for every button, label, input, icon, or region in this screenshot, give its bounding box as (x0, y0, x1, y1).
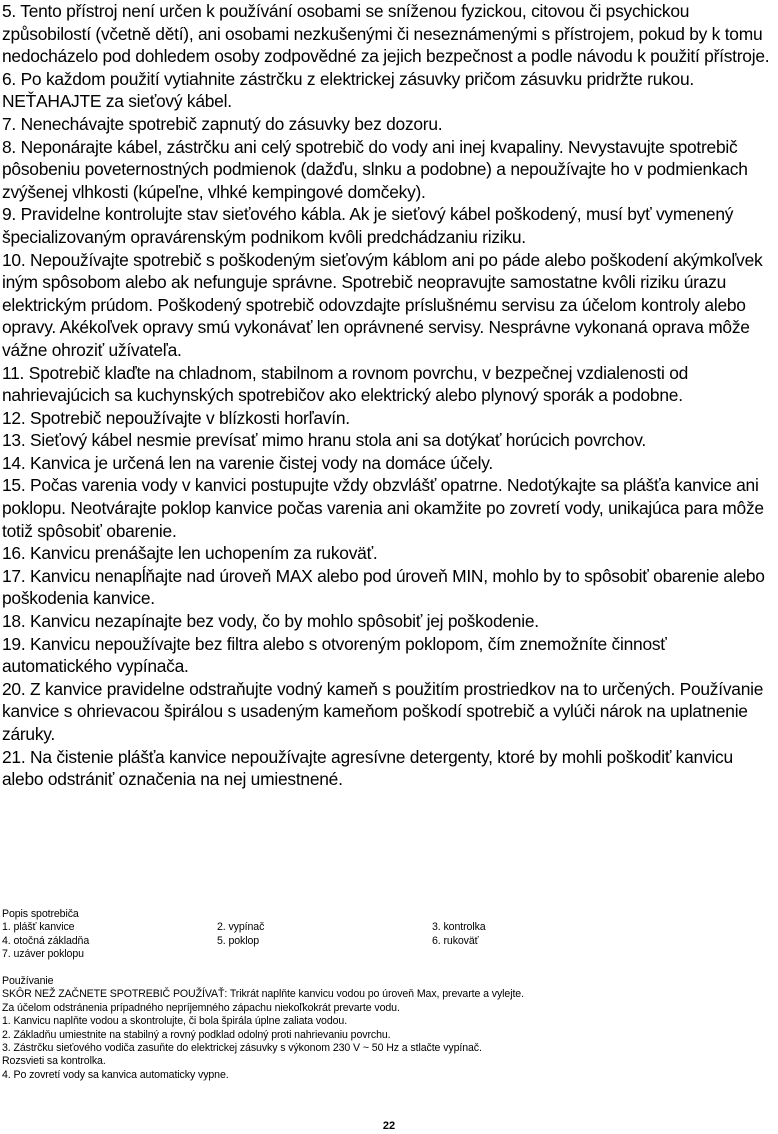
instruction-18: 18. Kanvicu nezapínajte bez vody, čo by mohlo spôsobiť jej poškodenie. (2, 611, 539, 632)
part-item: 2. vypínač (217, 921, 265, 934)
instruction-11: 11. Spotrebič klaďte na chladnom, stabilnom a rovnom povrchu, v bezpečnej vzdialenosti od nahrievajúcich sa kuchynských spotrebičov ako elektrický alebo plynový sporák a podobne. (2, 362, 689, 406)
instruction-17: 17. Kanvicu nenapĺňajte nad úroveň MAX alebo pod úroveň MIN, mohlo by to spôsobiť obarenie alebo poškodenia kanvice. (2, 565, 765, 609)
page-number: 22 (382, 1120, 396, 1132)
lower-section (2, 908, 772, 1082)
part-item: 5. poklop (217, 934, 260, 947)
part-item: 6. rukoväť (432, 934, 479, 947)
usage-heading: Používanie (2, 974, 54, 987)
instruction-20: 20. Z kanvice pravidelne odstraňujte vodný kameň s použitím prostriedkov na to určených. Používanie kanvice s ohrievacou špirálou s usadeným kameňom poškodí spotrebič a vylúči nárok na uplatnenie záruky. (2, 678, 764, 744)
parts-row (2, 935, 772, 948)
usage-line: 1. Kanvicu naplňte vodou a skontrolujte, či bola špirála úplne zaliata vodou. (2, 1015, 348, 1028)
safety-instructions (2, 0, 776, 791)
usage-line: 4. Po zovretí vody sa kanvica automaticky vypne. (2, 1068, 229, 1081)
part-item: 7. uzáver poklopu (2, 948, 84, 961)
instruction-21: 21. Na čistenie plášťa kanvice nepoužívajte agresívne detergenty, ktoré by mohli poškodiť kanvicu alebo odstrániť označenia na nej umiestnené. (2, 746, 733, 790)
instruction-9: 9. Pravidelne kontrolujte stav sieťového kábla. Ak je sieťový kábel poškodený, musí byť vymenený špecializovaným opravárenským podnikom kvôli predchádzaniu riziku. (2, 204, 734, 247)
part-item: 3. kontrolka (432, 921, 486, 934)
instruction-10: 10. Nepoužívajte spotrebič s poškodeným sieťovým káblom ani po páde alebo poškodení akýmkoľvek iným spôsobom alebo ak nefunguje správne. Spotrebič neopravujte samostatne kvôli riziku úrazu elektrickým prúdom. Poškodený spotrebič odovzdajte príslušnému servisu za účelom kontroly alebo opravy. Akékoľvek opravy smú vykonávať len oprávnené servisy. Nesprávne vykonaná oprava môže vážne ohroziť užívateľa. (2, 249, 763, 360)
instruction-8: 8. Neponárajte kábel, zástrčku ani celý spotrebič do vody ani inej kvapaliny. Nevystavujte spotrebič pôsobeniu poveternostných podmienok (dažďu, slnku a podobne) a nepoužívajte ho v podmienkach zvýšenej vlhkosti (kúpeľne, vlhké kempingové domčeky). (2, 136, 748, 202)
instruction-19: 19. Kanvicu nepoužívajte bez filtra alebo s otvoreným poklopom, čím znemožníte činnosť automatického vypínača. (2, 633, 667, 677)
instruction-14: 14. Kanvica je určená len na varenie čistej vody na domáce účely. (2, 452, 493, 473)
usage-line: Rozsvieti sa kontrolka. (2, 1055, 106, 1068)
usage-line: 2. Základňu umiestnite na stabilný a rovný podklad odolný proti nahrievaniu povrchu. (2, 1028, 391, 1041)
parts-row (2, 948, 772, 961)
part-item: 1. plášť kanvice (2, 921, 75, 934)
instruction-5: 5. Tento přístroj není určen k používání osobami se sníženou fyzickou, citovou či psychickou způsobilostí (včetně dětí), ani osobami nezkušenými či neseznámenými s přístrojem, pokud by k tomu nedocházelo pod dohledem osoby zodpovědné za jejich bezpečnost a podle návodu k použití přístroje. (2, 1, 770, 67)
spacer (2, 962, 772, 975)
parts-row (2, 921, 772, 934)
instruction-16: 16. Kanvicu prenášajte len uchopením za rukoväť. (2, 543, 378, 564)
instruction-13: 13. Sieťový kábel nesmie prevísať mimo hranu stola ani sa dotýkať horúcich povrchov. (2, 430, 646, 451)
part-item: 4. otočná základňa (2, 934, 90, 947)
instruction-12: 12. Spotrebič nepoužívajte v blízkosti horľavín. (2, 407, 350, 428)
instruction-7: 7. Nenechávajte spotrebič zapnutý do zásuvky bez dozoru. (2, 113, 443, 134)
instruction-15: 15. Počas varenia vody v kanvici postupujte vždy obzvlášť opatrne. Nedotýkajte sa plášťa kanvice ani poklopu. Neotvárajte poklop kanvice počas varenia ani okamžite po zovretí vody, unikajúca para môže totiž spôsobiť obarenie. (2, 475, 764, 541)
usage-line: Za účelom odstránenia prípadného nepríjemného zápachu niekoľkokrát prevarte vodu. (2, 1001, 400, 1014)
instruction-6: 6. Po každom použití vytiahnite zástrčku z elektrickej zásuvky pričom zásuvku pridržte rukou. NEŤAHAJTE za sieťový kábel. (2, 68, 694, 112)
description-heading: Popis spotrebiča (2, 908, 79, 920)
usage-line: 3. Zástrčku sieťového vodiča zasuňte do elektrickej zásuvky s výkonom 230 V ~ 50 Hz a stlačte vypínač. (2, 1042, 482, 1054)
usage-line: SKÔR NEŽ ZAČNETE SPOTREBIČ POUŽÍVAŤ: Trikrát naplňte kanvicu vodou po úroveň Max, prevarte a vylejte. (2, 988, 524, 1001)
